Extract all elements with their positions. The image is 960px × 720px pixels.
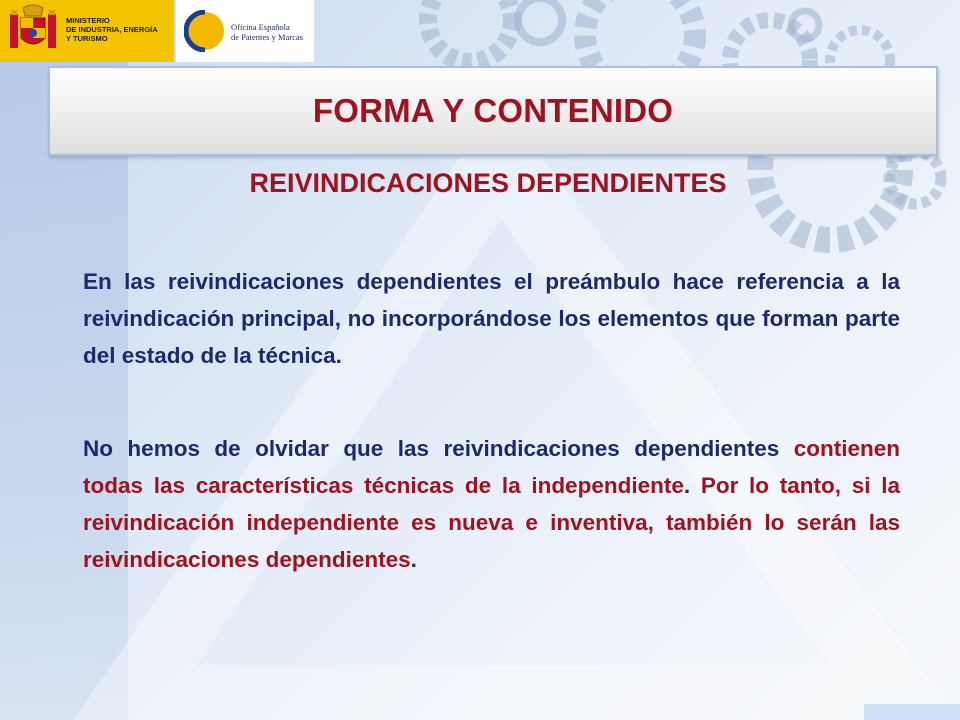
oepm-logo xyxy=(176,0,314,62)
paragraph-2-part-1: No hemos de olvidar que las reivindicaciones dependientes xyxy=(83,436,794,461)
paragraph-2 xyxy=(83,430,900,578)
ministry-logo xyxy=(0,0,174,62)
paragraph-2-part-3: . xyxy=(683,473,701,498)
paragraph-2-part-5: . xyxy=(410,547,417,572)
ministry-line-2: DE INDUSTRIA, ENERGÍA xyxy=(66,25,158,34)
slide-subtitle: REIVINDICACIONES DEPENDIENTES xyxy=(249,168,727,198)
spanish-coat-of-arms-icon xyxy=(6,4,60,58)
paragraph-1: En las reivindicaciones dependientes el preámbulo hace referencia a la reivindicación principal, no incorporándose los elementos que forman parte del estado de la técnica. xyxy=(83,269,900,368)
title-banner xyxy=(48,66,938,156)
ministry-line-1: MINISTERIO xyxy=(66,16,110,25)
oepm-line-1: Oficina Española xyxy=(231,22,290,32)
paragraph-2-part-2: contienen todas las características técnicas de la independiente xyxy=(83,436,900,498)
oepm-line-2: de Patentes y Marcas xyxy=(231,32,303,42)
ministry-name xyxy=(66,16,174,43)
paragraph-2-part-4: Por lo tanto, si la reivindicación independiente es nueva e inventiva, también lo serán las reivindicaciones dependientes xyxy=(83,473,900,572)
oepm-circle-icon xyxy=(184,10,226,52)
slide-title: FORMA Y CONTENIDO xyxy=(312,92,674,129)
ministry-line-3: Y TURISMO xyxy=(66,34,108,43)
oepm-name xyxy=(231,22,303,42)
corner-decoration xyxy=(864,704,960,720)
